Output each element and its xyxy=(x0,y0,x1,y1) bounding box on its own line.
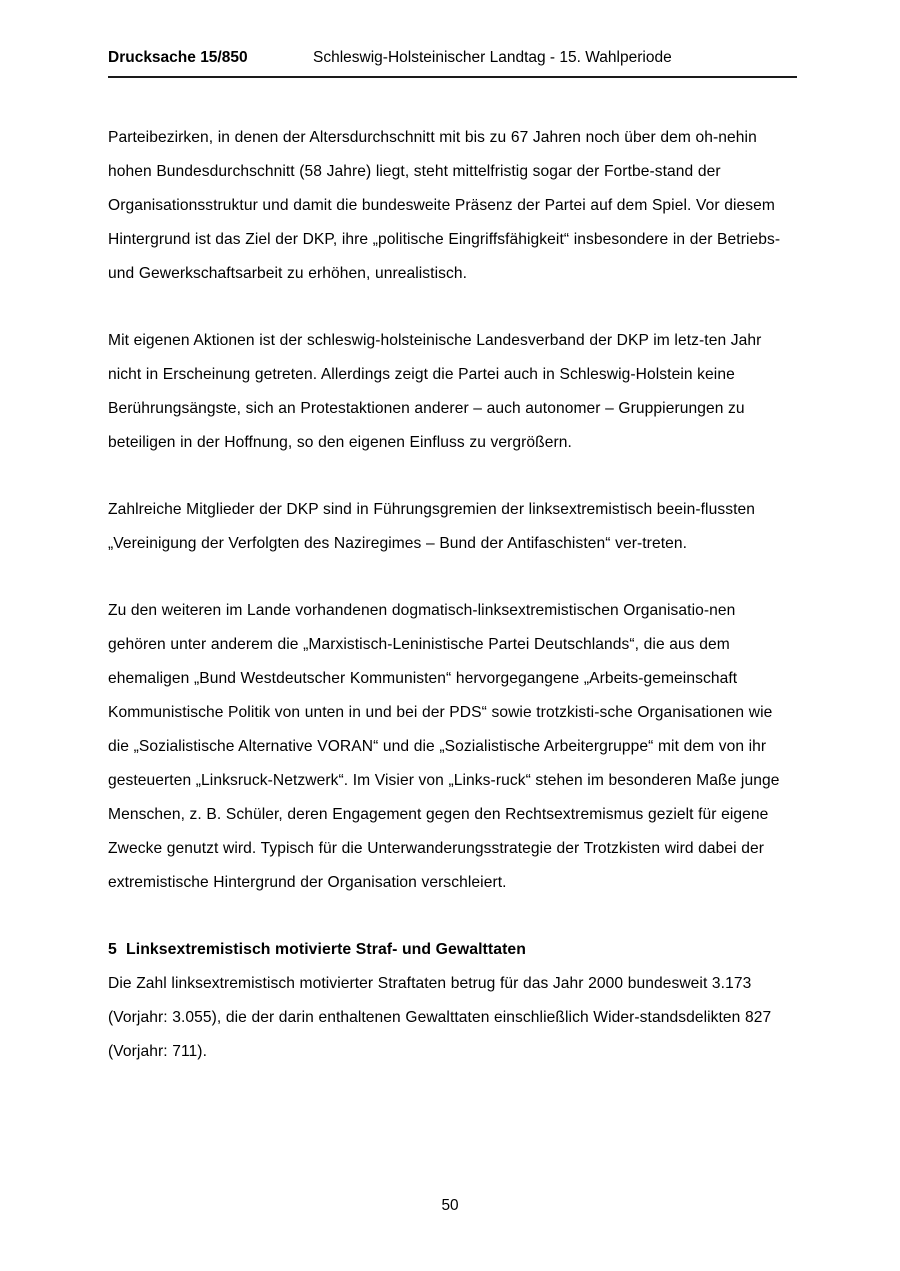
section-title: Linksextremistisch motivierte Straf- und Gewalttaten xyxy=(126,941,527,958)
section-number: 5 xyxy=(108,941,117,958)
section-heading xyxy=(108,933,794,967)
section-paragraph: Die Zahl linksextremistisch motivierter Straftaten betrug für das Jahr 2000 bundesweit 3.173 (Vorjahr: 3.055), die der darin enthaltenen Gewalttaten einschließlich Wider-standsdelikten 827 (Vorjahr: 711). xyxy=(108,975,772,1060)
landtag-subtitle: Schleswig-Holsteinischer Landtag - 15. Wahlperiode xyxy=(313,49,672,66)
header-divider xyxy=(108,76,797,78)
paragraph: Zahlreiche Mitglieder der DKP sind in Führungsgremien der linksextremistisch beein-flussten „Vereinigung der Verfolgten des Naziregimes – Bund der Antifaschisten“ ver-treten. xyxy=(108,501,755,552)
paragraph: Mit eigenen Aktionen ist der schleswig-holsteinische Landesverband der DKP im letz-ten Jahr nicht in Erscheinung getreten. Allerdings zeigt die Partei auch in Schleswig-Holstein keine Berührungsängste, sich an Protestaktionen anderer – auch autonomer – Gruppierungen zu beteiligen in der Hoffnung, so den eigenen Einfluss zu vergrößern. xyxy=(108,332,762,451)
paragraph: Zu den weiteren im Lande vorhandenen dogmatisch-linksextremistischen Organisatio-nen gehören unter anderem die „Marxistisch-Leninistische Partei Deutschlands“, die aus dem ehemaligen „Bund Westdeutscher Kommunisten“ hervorgegangene „Arbeits-gemeinschaft Kommunistische Politik von unten in und bei der PDS“ sowie trotzkisti-sche Organisationen wie die „Sozialistische Alternative VORAN“ und die „Sozialistische Arbeitergruppe“ mit dem von ihr gesteuerten „Linksruck-Netzwerk“. Im Visier von „Links-ruck“ stehen im besonderen Maße junge Menschen, z. B. Schüler, deren Engagement gegen den Rechtsextremismus gezielt für eigene Zwecke genutzt wird. Typisch für die Unterwanderungsstrategie der Trotzkisten wird dabei der extremistische Hintergrund der Organisation verschleiert. xyxy=(108,602,780,891)
section-block xyxy=(108,933,794,1069)
page-header xyxy=(108,48,792,74)
page-number: 50 xyxy=(441,1197,459,1214)
drucksache-number: Drucksache 15/850 xyxy=(108,49,248,66)
document-body xyxy=(108,121,794,1069)
paragraph: Parteibezirken, in denen der Altersdurchschnitt mit bis zu 67 Jahren noch über dem oh-nehin hohen Bundesdurchschnitt (58 Jahre) liegt, steht mittelfristig sogar der Fortbe-stand der Organisationsstruktur und damit die bundesweite Präsenz der Partei auf dem Spiel. Vor diesem Hintergrund ist das Ziel der DKP, ihre „politische Eingriffsfähigkeit“ insbesondere in der Betriebs- und Gewerkschaftsarbeit zu erhöhen, unrealistisch. xyxy=(108,129,781,282)
